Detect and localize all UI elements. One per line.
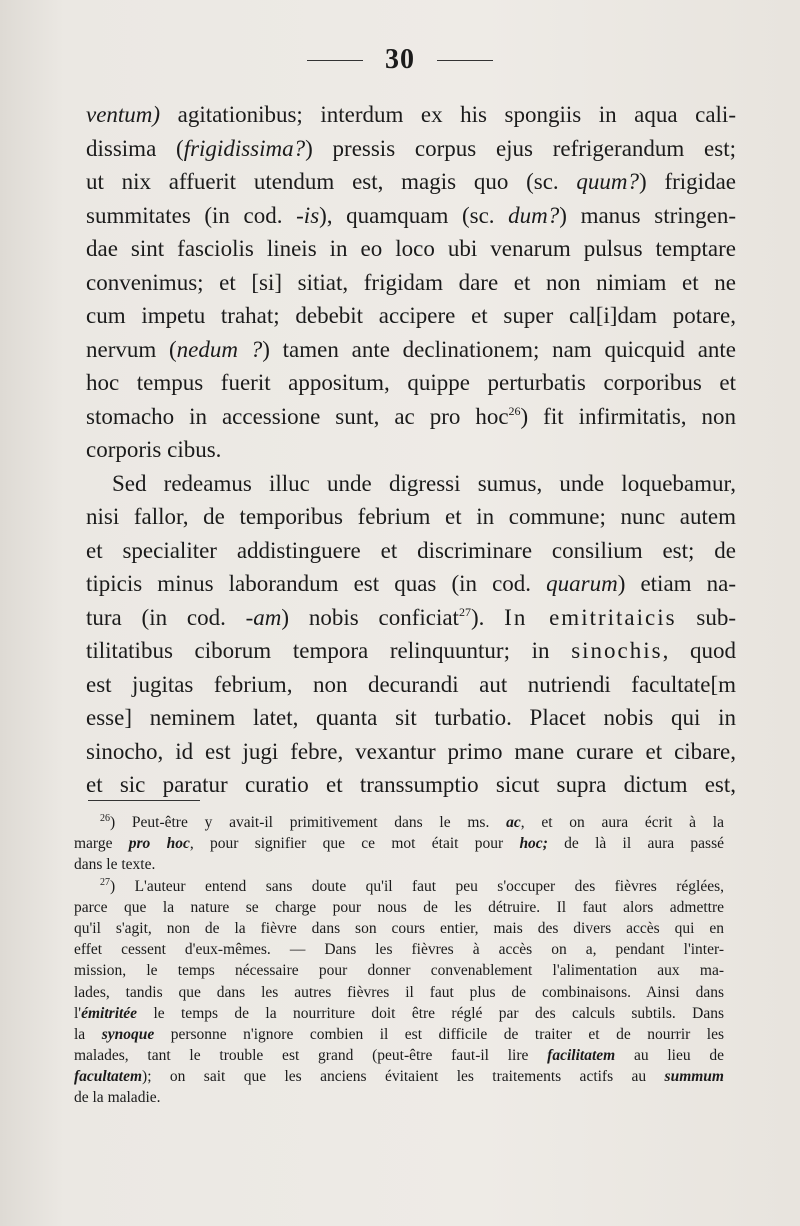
text-line: ventum) agitationibus; interdum ex his spongiis in aqua cali- <box>86 102 736 127</box>
footnote-line: de la maladie. <box>74 1089 161 1107</box>
text-line: tipicis minus laborandum est quas (in cod. quarum) etiam na- <box>86 571 736 596</box>
footnote-line: mission, le temps nécessaire pour donner convenablement l'alimentation aux ma- <box>74 962 724 980</box>
footnote-line: marge pro hoc, pour signifier que ce mot était pour hoc; de là il aura passé <box>74 835 724 853</box>
footnote-line: l'émitritée le temps de la nourriture doit être réglé par des calculs subtils. Dans <box>74 1004 724 1022</box>
footnote-26: $^{26}$) Peut-être y avait-il primitivement dans le ms. ac, et on aura écrit à la <box>100 813 724 831</box>
footnote-line: qu'il s'agit, non de la fièvre dans son cours entier, mais des divers accès qui en <box>74 919 724 937</box>
page-header <box>0 44 800 76</box>
text-line: dae sint fasciolis lineis in eo loco ubi venarum pulsus temptare <box>86 236 736 261</box>
footnote-line: parce que la nature se charge pour nous de les détruire. Il faut alors admettre <box>74 898 724 916</box>
footnote-line: malades, tant le trouble est grand (peut-être faut-il lire facilitatem au lieu de <box>74 1047 724 1065</box>
page-number: 30 <box>385 44 415 75</box>
text-line: summitates (in cod. -is), quamquam (sc. dum?) manus stringen- <box>86 202 736 228</box>
footnote-line: dans le texte. <box>74 856 156 874</box>
footnote-line: lades, tandis que dans les autres fièvres il faut plus de combinaisons. Ainsi dans <box>74 983 724 1001</box>
text-line: nisi fallor, de temporibus febrium et in commune; nunc autem <box>86 504 736 529</box>
text-line: hoc tempus fuerit appositum, quippe perturbatis corporibus et <box>86 370 736 395</box>
footnote-line: effet cessent d'eux-mêmes. — Dans les fièvres à accès on a, pendant l'inter- <box>74 941 724 959</box>
text-line: corporis cibus. <box>86 437 222 462</box>
text-line: est jugitas febrium, non decurandi aut nutriendi facultate[m <box>86 671 736 697</box>
text-line: et sic paratur curatio et transsumptio sicut supra dictum est, <box>86 772 736 797</box>
text-line: cum impetu trahat; debebit accipere et super cal[i]dam potare, <box>86 303 736 328</box>
text-line: convenimus; et [si] sitiat, frigidam dare et non nimiam et ne <box>86 269 736 295</box>
footnote-rule <box>88 800 200 801</box>
text-line: esse] neminem latet, quanta sit turbatio. Placet nobis qui in <box>86 705 736 730</box>
paragraph-start: Sed redeamus illuc unde digressi sumus, unde loquebamur, <box>112 470 736 496</box>
header-rule-left <box>307 60 363 61</box>
text-line: dissima (frigidissima?) pressis corpus ejus refrigerandum est; <box>86 135 736 161</box>
footnote-line: facultatem); on sait que les anciens évitaient les traitements actifs au summum <box>74 1068 724 1086</box>
header-rule-right <box>437 60 493 61</box>
footnote-line: la synoque personne n'ignore combien il est difficile de traiter et de nourrir les <box>74 1025 725 1043</box>
text-line: et specialiter addistinguere et discriminare consilium est; de <box>86 537 736 563</box>
footnote-ref-27: 27 <box>458 604 471 619</box>
text-line: stomacho in accessione sunt, ac pro hoc$^{26}$) fit infirmitatis, non <box>86 403 736 429</box>
footnote-ref-26: 26 <box>508 403 521 418</box>
text-line: ut nix affuerit utendum est, magis quo (sc. quum?) frigidae <box>86 169 736 194</box>
text-line: sinocho, id est jugi febre, vexantur primo mane curare et cibare, <box>86 738 736 764</box>
text-line: nervum (nedum ?) tamen ante declinationem; nam quicquid ante <box>86 336 736 362</box>
text-line: tilitatibus ciborum tempora relinquuntur; in sinochis, quod <box>86 638 737 663</box>
footnotes <box>74 812 724 1109</box>
footnote-27: $^{27}$) L'auteur entend sans doute qu'il faut peu s'occuper des fièvres réglées, <box>100 876 724 895</box>
text-line: tura (in cod. -am) nobis conficiat$^{27}$). In emitritaicis sub- <box>86 604 736 630</box>
main-text <box>86 98 736 802</box>
